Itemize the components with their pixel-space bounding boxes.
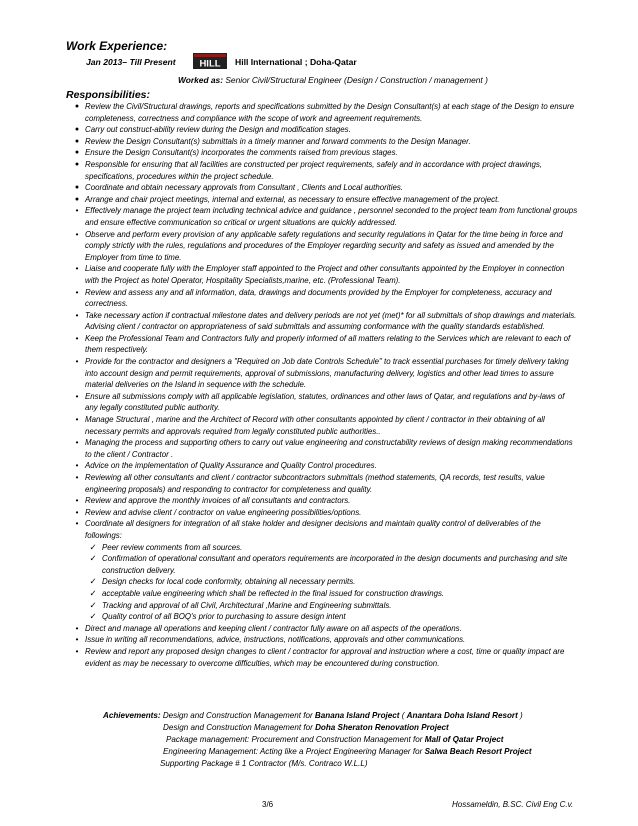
company-logo xyxy=(193,53,227,69)
responsibility-item xyxy=(72,356,578,391)
bullet-icon: ● xyxy=(74,137,80,145)
responsibility-item xyxy=(72,333,578,356)
achievement-5 xyxy=(160,759,368,768)
achievement-3-text: Package management: Procurement and Construction Management for xyxy=(166,735,425,744)
item-text: Coordinate all designers for integration of all stake holder and designer decisions and maintain quality control of deliverables of the followings: xyxy=(85,519,541,540)
checkmark-icon: ✓ xyxy=(89,541,97,552)
checkmark-icon: ✓ xyxy=(89,576,97,587)
achievement-1-close: ) xyxy=(517,711,523,720)
footer-page-number: 3/6 xyxy=(262,800,274,809)
bullet-icon: • xyxy=(75,357,79,367)
responsibility-item xyxy=(72,205,578,228)
item-text: Provide for the contractor and designers a "Required on Job date Controls Schedule" to track essential purchases for timely delivery taking into account design and permit requirements, approval of submissions, manufacturing delivery, logistics and other lead times to assure material deliveries on the Island in sequence with the schedule. xyxy=(85,357,569,390)
achievement-2-project: Doha Sheraton Renovation Project xyxy=(315,723,449,732)
bullet-icon: • xyxy=(75,264,79,274)
responsibility-item xyxy=(72,124,578,136)
item-text: Confirmation of operational consultant and operators requirements are incorporated in the design documents and purchasing and site construction delivery. xyxy=(102,554,568,575)
item-text: Review and report any proposed design changes to client / contractor for approval and instruction where a cost, time or quality impact are evident as may be necessary to overcome difficulties, which may be encountered during construction. xyxy=(85,646,565,668)
item-text: Keep the Professional Team and Contractors fully and properly informed of all matters relating to the Services which are relevant to each of them respectively. xyxy=(85,333,571,355)
bullet-icon: • xyxy=(75,415,79,425)
achievement-1-sep: ( xyxy=(399,711,407,720)
checkmark-icon: ✓ xyxy=(89,553,97,564)
item-text: Ensure the Design Consultant(s) incorporates the comments raised from previous stages. xyxy=(85,148,398,158)
bullet-icon: • xyxy=(75,646,79,656)
item-text: Effectively manage the project team including technical advice and guidance , personnel seconded to the project team from functional groups and ensure effective communication so critical or urgent situations are quickly addressed. xyxy=(85,206,578,227)
responsibility-item xyxy=(72,182,578,194)
responsibility-item xyxy=(72,310,578,333)
checklist-item xyxy=(72,611,578,623)
checkmark-icon: ✓ xyxy=(89,587,97,598)
item-text: Design checks for local code conformity, obtaining all necessary permits. xyxy=(102,577,356,587)
responsibility-item xyxy=(72,263,578,286)
responsibility-item xyxy=(72,136,578,148)
bullet-icon: • xyxy=(75,438,79,448)
item-text: Carry out construct-ability review during the Design and modification stages. xyxy=(85,125,351,135)
item-text: Ensure all submissions comply with all applicable legislation, statutes, ordinances and other laws of Qatar, and regulations and by-laws of any legally constituted public authority. xyxy=(85,391,565,413)
footer-author: Hossameldin, B.SC. Civil Eng C.v. xyxy=(452,800,574,809)
achievement-4-text: Engineering Management: Acting like a Project Engineering Manager for xyxy=(163,747,425,756)
achievement-4-project: Salwa Beach Resort Project xyxy=(424,747,532,756)
item-text: Tracking and approval of all Civil, Architectural ,Marine and Engineering submittals. xyxy=(102,600,392,610)
bullet-icon: ● xyxy=(74,184,80,192)
responsibility-item xyxy=(72,507,578,519)
responsibility-item xyxy=(72,101,578,124)
item-text: Liaise and cooperate fully with the Employer staff appointed to the Project and other consultants appointed by the Employer in connection with the Project as hotel Operator, Hospitality Specialists,marine, etc. (Professional Team). xyxy=(85,264,565,285)
svg-text:HILL: HILL xyxy=(199,58,221,69)
checkmark-icon: ✓ xyxy=(89,611,97,622)
bullet-icon: • xyxy=(75,310,79,320)
item-text: Advice on the implementation of Quality Assurance and Quality Control procedures. xyxy=(85,461,377,471)
checklist-item xyxy=(72,588,578,600)
bullet-icon: • xyxy=(75,519,79,529)
bullet-icon: ● xyxy=(74,195,80,203)
item-text: Review and advise client / contractor on value engineering possibilities/options. xyxy=(85,507,362,517)
responsibility-item xyxy=(72,159,578,182)
checklist-item xyxy=(72,553,578,576)
company-name: Hill International ; Doha-Qatar xyxy=(235,57,357,67)
responsibility-item xyxy=(72,634,578,646)
item-text: Review the Design Consultant(s) submittals in a timely manner and forward comments to the Design Manager. xyxy=(85,136,471,146)
responsibility-item xyxy=(72,495,578,507)
achievement-1-text: Design and Construction Management for xyxy=(160,711,315,720)
item-text: Responsible for ensuring that all facilities are constructed per project requirements, safely and in accordance with project drawings, specifications, procedures within the project schedule. xyxy=(85,159,543,181)
bullet-icon: • xyxy=(75,461,79,471)
item-text: acceptable value engineering which shall be reflected in the final issued for construction drawings. xyxy=(102,588,445,598)
bullet-icon: • xyxy=(75,333,79,343)
item-text: Issue in writing all recommendations, advice, instructions, notifications, approvals and other communications. xyxy=(85,635,466,645)
responsibility-item xyxy=(72,287,578,310)
item-text: Peer review comments from all sources. xyxy=(102,542,243,552)
responsibility-item xyxy=(72,460,578,472)
bullet-icon: • xyxy=(75,391,79,401)
responsibilities-title: Responsibilities: xyxy=(66,89,151,101)
checklist-item xyxy=(72,576,578,588)
responsibility-item xyxy=(72,391,578,414)
bullet-icon: • xyxy=(75,473,79,482)
achievement-1 xyxy=(103,711,523,720)
checkmark-icon: ✓ xyxy=(89,599,97,610)
checklist-item xyxy=(72,600,578,612)
bullet-icon: • xyxy=(75,287,79,297)
item-text: Direct and manage all operations and keeping client / contractor fully aware on all aspects of the operations. xyxy=(85,623,462,633)
bullet-icon: • xyxy=(75,206,79,216)
item-text: Review and assess any and all information, data, drawings and documents provided by the Employer for completeness, accuracy and correctness. xyxy=(85,287,552,309)
item-text: Quality control of all BOQ's prior to purchasing to assure design intent xyxy=(102,612,346,622)
section-title: Work Experience: xyxy=(66,39,168,53)
item-text: Take necessary action if contractual milestone dates and delivery periods are not yet (met)* for all submittals of shop drawings and materials. Advising client / contractor on appropriateness of said submittals and assuming conformance with the quality standards established. xyxy=(85,310,577,332)
achievement-1-project: Banana Island Project xyxy=(314,711,400,720)
achievement-3-project: Mall of Qatar Project xyxy=(424,735,504,744)
bullet-icon: • xyxy=(75,635,79,645)
achievement-2 xyxy=(163,723,449,732)
responsibility-item xyxy=(72,518,578,541)
worked-as-value: Senior Civil/Structural Engineer (Design / Construction / management ) xyxy=(223,75,488,85)
item-text: Arrange and chair project meetings, internal and external, as necessary to ensure effective management of the project. xyxy=(85,194,500,204)
bullet-icon: ● xyxy=(74,149,80,157)
bullet-icon: • xyxy=(75,507,79,517)
achievement-1-resort: Anantara Doha Island Resort xyxy=(406,711,518,720)
responsibility-item xyxy=(72,646,578,669)
bullet-icon: ● xyxy=(74,126,80,134)
item-text: Review and approve the monthly invoices of all consultants and contractors. xyxy=(85,496,351,506)
bullet-icon: ● xyxy=(74,160,80,168)
item-text: Observe and perform every provision of any applicable safety regulations and security regulations in Qatar for the time being in force and comply strictly with the rules, regulations and procedures of the Employer regarding security and safety as issued and amended by the Employer from time to time. xyxy=(85,229,563,262)
achievement-4 xyxy=(163,747,532,756)
responsibilities-list xyxy=(72,101,578,669)
responsibility-item xyxy=(72,147,578,159)
item-text: Reviewing all other consultants and client / contractor subcontractors submittals (method statements, QA records, test results, value engineering proposals) and responding to contractor for completeness and quality. xyxy=(85,473,545,494)
achievements-label: Achievements: xyxy=(103,711,161,720)
achievement-5-text: Supporting Package # 1 Contractor (M/s. Contraco W.L.L) xyxy=(160,759,368,768)
bullet-icon: ● xyxy=(74,103,80,110)
item-text: Coordinate and obtain necessary approvals from Consultant , Clients and Local authorities. xyxy=(85,183,403,193)
item-text: Review the Civil/Structural drawings, reports and specifications submitted by the Design Consultant(s) at each stage of the Design to ensure completeness, correctness and compliance with the scope of work and agreement requirements. xyxy=(85,102,575,123)
achievement-3 xyxy=(166,735,503,744)
responsibility-item xyxy=(72,414,578,437)
worked-as-label: Worked as: xyxy=(178,75,223,85)
responsibility-item xyxy=(72,623,578,635)
responsibility-item xyxy=(72,472,578,495)
bullet-icon: • xyxy=(75,229,79,239)
worked-as xyxy=(178,75,488,85)
achievement-2-text: Design and Construction Management for xyxy=(163,723,316,732)
item-text: Managing the process and supporting others to carry out value engineering and constructability reviews of design making recommendations to the client / Contractor . xyxy=(85,438,573,459)
bullet-icon: • xyxy=(75,623,79,633)
responsibility-item xyxy=(72,437,578,460)
responsibility-item xyxy=(72,229,578,264)
bullet-icon: • xyxy=(75,496,79,506)
job-period: Jan 2013– Till Present xyxy=(86,57,176,67)
checklist-item xyxy=(72,542,578,554)
responsibility-item xyxy=(72,194,578,206)
item-text: Manage Structural , marine and the Architect of Record with other consultants appointed by client / contractor in their obtaining of all necessary permits and approvals required from legally constituted public authorities.. xyxy=(85,415,545,436)
